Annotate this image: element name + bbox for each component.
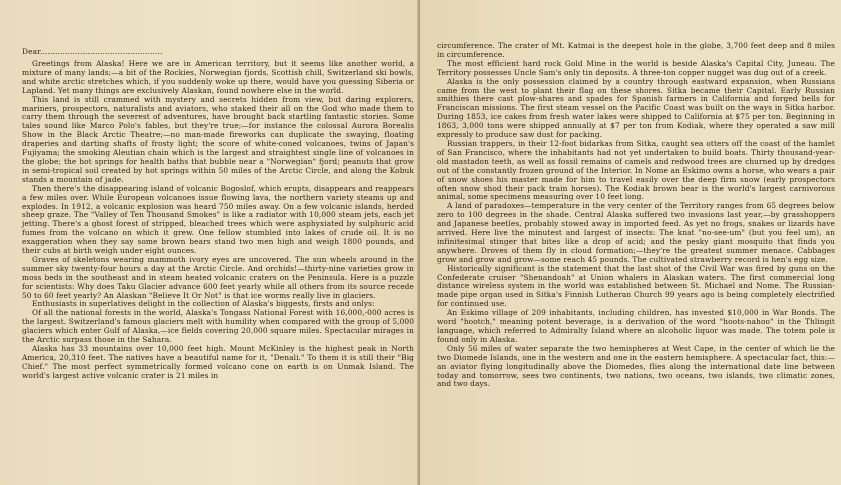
left-paragraph-skeletons: Graves of skeletons wearing mammoth ivory eyes are uncovered. The sun wheels around in the summer sky twenty-four hours a day at the Arctic Circle. And orchids!—thirty-nine varieties grow in moss beds in the southeast and in steam heated volcanic craters on the Peninsula. Here is a puzzle for scientists: Why does Taku Glacier advance 600 feet yearly while all others from its source recede 50 to 60 feet yearly? An Alaskan "Believe It Or Not" is that ice worms really live in glaciers. — [22, 254, 414, 300]
left-page — [0, 0, 420, 485]
right-paragraph-eskimo-village: An Eskimo village of 209 inhabitants, including children, has invested $10,000 in War Bonds. The word "hootch," meaning potent beverage, is a derivation of the word "hoots-nahoo" in the Thlingit language, which referred to Admiralty Island where an alcoholic liquor was made. The totem pole is found only in Alaska. — [437, 308, 835, 344]
right-paragraph-gold-mine: The most efficient hard rock Gold Mine in the world is beside Alaska's Capital City, Juneau. The Territory possesses Uncle Sam's only tin deposits. A three-ton copper nugget was dug out of a creek. — [437, 58, 835, 77]
right-paragraph-diomede: Only 56 miles of water separate the two hemispheres at West Cape, in the center of which lie the two Diomede Islands, one in the western and one in the eastern hemisphere. A spectacular fact, this:—an aviator flying longitudinally above the Diomedes, flies along the international date line between today and tomorrow, sees two continents, two nations, two oceans, two islands, two climatic zones, and two days. — [437, 343, 835, 389]
right-paragraph-katmai: circumference. The crater of Mt. Katmai is the deepest hole in the globe, 3,700 feet deep and 8 miles in circumference. — [437, 41, 835, 59]
right-paragraph-russians: Alaska is the only possession claimed by a country through eastward expansion, when Russians came from the west to plant their flag on these shores. Sitka became their Capital. Early Russian smithies there cast plow-shares and spades for Spanish farmers in California and forged bells for Franciscan missions. The first steam vessel on the Pacific Coast was built on the ways in Sitka harbor. During 1853, ice cakes from fresh water lakes were shipped to California at $75 per ton. Beginning in 1863, 3,000 tons were shipped annually at $7 per ton from Kodiak, where they operated a saw mill expressly to produce saw dust for packing. — [437, 76, 835, 140]
left-paragraph-superlatives: Enthusiasts in superlatives delight in the collection of Alaska's biggests, firsts and onlys: — [32, 299, 375, 309]
salutation: Dear................................................. — [22, 47, 163, 56]
left-paragraph-mystery: This land is still crammed with mystery and secrets hidden from view, but daring explorers, mariners, prospectors, naturalists and aviators, who staked their all on the God who made them to carry them through the severest of adventures, have brought back startling fantastic stories. Some tales sound like Marco Polo's fables, but they're true;—for instance the colossal Aurora Borealis Show in the Black Arctic Theatre;—no man-made fireworks can duplicate the swaying, floating draperies and darting shafts of frosty light; the score of white-coned volcanoes, twins of Japan's Fujiyama; the smoking Aleutian chain which is the largest and straightest single line of volcanoes in the globe; the hot springs for health baths that bubble near a "Norwegian" fjord; peanuts that grow in semi-tropical soil created by hot springs within 50 miles of the Arctic Circle, and along the Kobuk stands a mountain of jade. — [22, 94, 414, 184]
left-paragraph-greetings: Greetings from Alaska! Here we are in American territory, but it seems like another world, a mixture of many lands;—a bit of the Rockies, Norwegian fjords, Scottish chill, Switzerland ski bowls, and white arctic stretches which, if you suddenly woke up there, would have you guessing Siberia or Lapland. Yet many things are exclusively Alaskan, found nowhere else in the world. — [22, 59, 414, 95]
right-paragraph-history: Historically significant is the statement that the last shot of the Civil War was fired by guns on the Confederate cruiser "Shenandoah" at Union whalers in Alaskan waters. The first commercial long distance wireless system in the world was established between St. Michael and Nome. The Russian-made pipe organ used in Sitka's Finnish Lutheran Church 99 years ago is being completely electrified for continued use. — [437, 263, 835, 309]
right-paragraph-paradoxes: A land of paradoxes—temperature in the very center of the Territory ranges from 65 degrees below zero to 100 degrees in the shade. Central Alaska suffered two invasions last year,—by grasshoppers and Japanese beetles, probably stowed away in imported feed. As yet no frogs, snakes or lizards have arrived. Here live the minutest and largest of insects: The knat "no-see-um" (but you feel um), an infinitesimal stinger that bites like a drop of acid; and the pesky giant mosquito that finds you anywhere. Droves of them fly in cloud formation;—they're the greatest summer menace. Cabbages grow and grow and grow—some reach 45 pounds. The cultivated strawberry record is hen's egg size. — [437, 201, 835, 264]
right-paragraph-trappers: Russian trappers, in their 12-foot bidarkas from Sitka, caught sea otters off the coast of the hamlet of San Francisco, where the inhabitants had not yet undertaken to build boats. Thirty thousand-year-old mastadon teeth, as well as fossil remains of camels and redwood trees are churned up by dredges out of the constantly frozen ground of the Interior. In Nome an Eskimo owns a horse, who wears a pair of snow shoes his master made for him to travel easily over the deep firm snow (early prospectors often snow shod their pack train horses). The Kodiak brown bear is the world's largest carnivorous animal, some specimens measuring over 10 feet long. — [437, 138, 835, 202]
left-paragraph-mountains: Alaska has 33 mountains over 10,000 feet high. Mount McKinley is the highest peak in North America, 20,310 feet. The natives have a beautiful name for it, "Denali." To them it is still their "Big Chief." The most perfect symmetrically formed volcano cone on earth is on Unmak Island. The world's largest active volcanic crater is 21 miles in — [22, 344, 414, 380]
right-page — [420, 0, 841, 485]
left-paragraph-forests: Of all the national forests in the world, Alaska's Tongass National Forest with 16,000,-000 acres is the largest. Switzerland's famous glaciers melt with humility when compared with the group of 5,000 glaciers which enter Gulf of Alaska,—ice fields covering 20,000 square miles. Spectacular mirages in the Arctic surpass those in the Sahara. — [22, 308, 414, 345]
left-paragraph-bogoslof: Then there's the disappearing island of volcanic Bogoslof, which erupts, disappears and reappears a few miles over. While European volcanoes issue flowing lava, the northern variety steams up and explodes. In 1912, a volcanic explosion was heard 750 miles away. On a few volcanic islands, herded sheep graze. The "Valley of Ten Thousand Smokes" is like a radiator with 10,000 steam jets, each jet jetting. There's a ghost forest of stripped, bleached trees which were asphyxiated by sulphuric acid fumes from the volcano on which it grew. One fellow stumbled into lakes of crude oil. It is no exaggeration when they say some brown bears stand two men high and weigh 1800 pounds, and their cubs at birth weigh under eight ounces. — [22, 183, 414, 256]
